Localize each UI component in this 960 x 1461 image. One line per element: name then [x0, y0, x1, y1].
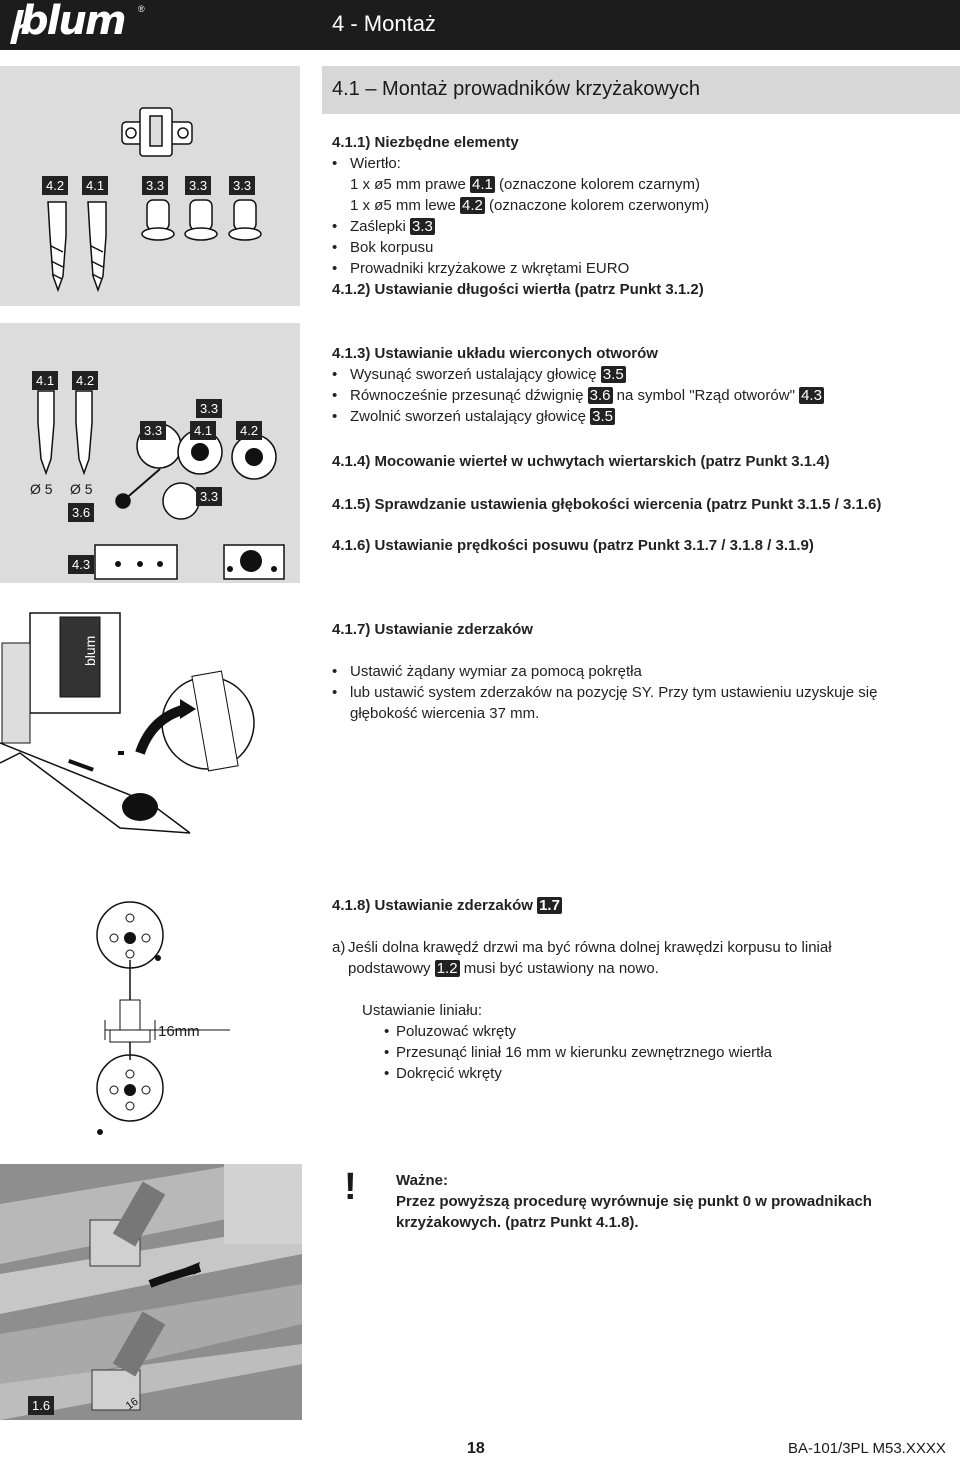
note-text: krzyżakowych. (patrz Punkt 4.1.8). [396, 1214, 639, 1231]
label-plug-3: 3.3 [229, 176, 255, 195]
list-item-continuation: głębokość wiercenia 37 mm. [350, 705, 540, 722]
section-4-1-3 [332, 343, 824, 427]
heading-4-1-7: 4.1.7) Ustawianie zderzaków [332, 621, 533, 638]
list-item-text: Ustawić żądany wymiar za pomocą pokrętła [350, 663, 642, 680]
hinge-plate-drawing [122, 108, 192, 156]
fence-rail-drawing [0, 1164, 302, 1420]
list-item: • Bok korpusu [332, 239, 434, 256]
sub-list-item-text: Przesunąć liniał 16 mm w kierunku zewnętrznego wiertła [396, 1044, 772, 1061]
line-text: 1 x ø5 mm lewe [350, 197, 461, 214]
ref-tag: 3.3 [412, 218, 433, 235]
ref-tag: 4.3 [801, 387, 822, 404]
depth-stop-drawing [0, 603, 302, 843]
label-3-3: 3.3 [196, 399, 222, 418]
diameter-label: Ø 5 [70, 481, 93, 497]
ref-tag: 3.5 [602, 366, 624, 383]
line-text: (oznaczone kolorem czarnym) [494, 176, 700, 193]
label-4-2: 4.2 [236, 421, 262, 440]
list-item-text: lub ustawić system zderzaków na pozycję SY. Przy tym ustawieniu uzyskuje się [350, 684, 878, 701]
heading-text: 4.1.8) Ustawianie zderzaków [332, 897, 538, 914]
page-number: 18 [467, 1440, 485, 1457]
heading-4-1-4: 4.1.4) Mocowanie wierteł w uchwytach wiertarskich (patrz Punkt 3.1.4) [332, 453, 830, 470]
label-plug-1: 3.3 [142, 176, 168, 195]
plug-drawing [142, 200, 261, 240]
line-text: 1 x ø5 mm prawe [350, 176, 471, 193]
list-item-text: Zaślepki [350, 218, 411, 235]
heading-4-1-6: 4.1.6) Ustawianie prędkości posuwu (patrz Punkt 3.1.7 / 3.1.8 / 3.1.9) [332, 537, 814, 554]
heading-4-1-2: 4.1.2) Ustawianie długości wiertła (patrz Punkt 3.1.2) [332, 281, 704, 298]
figure-fence-offset [90, 890, 230, 1140]
item-a-text: podstawowy [348, 960, 435, 977]
label-drill-4-1: 4.1 [32, 371, 58, 390]
list-item-text: Zwolnić sworzeń ustalający głowicę [350, 408, 591, 425]
ref-tag: 4.2 [462, 197, 483, 214]
sub-list-item: • Przesunąć liniał 16 mm w kierunku zewnętrznego wiertła [384, 1044, 772, 1061]
figure-components [0, 66, 300, 306]
list-item: • Wiertło: [332, 155, 401, 172]
document-id: BA-101/3PL M53.XXXX [788, 1440, 946, 1457]
line-text: (oznaczone kolorem czerwonym) [484, 197, 710, 214]
chapter-title [0, 0, 960, 50]
label-3-3: 3.3 [196, 487, 222, 506]
list-item-text: Prowadniki krzyżakowe z wkrętami EURO [350, 260, 630, 277]
ref-tag: 1.7 [539, 897, 560, 914]
item-a-text: Jeśli dolna krawędź drzwi ma być równa dolnej krawędzi korpusu to liniał [348, 939, 832, 956]
sub-list-item-text: Dokręcić wkręty [396, 1065, 502, 1082]
list-item: • Wysunąć sworzeń ustalający głowicę 3.5 [332, 366, 624, 383]
important-note [396, 1170, 872, 1233]
list-item-text: na symbol "Rząd otworów" [612, 387, 800, 404]
svg-text:blum: blum [82, 635, 98, 666]
drill-pattern-drawing [0, 323, 300, 583]
label-drill-4-1: 4.1 [82, 176, 108, 195]
section-title: 4.1 – Montaż prowadników krzyżakowych [332, 78, 700, 100]
item-a-continuation [332, 958, 832, 979]
warning-icon: ! [344, 1166, 357, 1208]
label-plug-2: 3.3 [185, 176, 211, 195]
list-item-text: Wysunąć sworzeń ustalający głowicę [350, 366, 601, 383]
label-4-3: 4.3 [68, 555, 94, 574]
label-drill-4-2: 4.2 [72, 371, 98, 390]
label-drill-4-2: 4.2 [42, 176, 68, 195]
list-item-text: Wiertło: [350, 155, 401, 172]
section-4-1-7 [332, 619, 877, 724]
logo-text: blum [20, 0, 125, 44]
note-text: Przez powyższą procedurę wyrównuje się punkt 0 w prowadnikach [396, 1193, 872, 1210]
heading-4-1-5: 4.1.5) Sprawdzanie ustawienia głębokości wiercenia (patrz Punkt 3.1.5 / 3.1.6) [332, 496, 882, 513]
figure-fence-rail [0, 1164, 302, 1420]
heading-4-1-8 [332, 895, 832, 916]
list-item: • lub ustawić system zderzaków na pozycję SY. Przy tym ustawieniu uzyskuje się [332, 684, 878, 701]
drill-right-drawing [88, 202, 106, 290]
fence-offset-drawing [90, 890, 230, 1140]
ref-tag: 1.2 [436, 960, 458, 977]
figure-drill-pattern [0, 323, 300, 583]
ref-tag: 3.5 [592, 408, 613, 425]
label-3-3: 3.3 [140, 421, 166, 440]
list-item: • Zwolnić sworzeń ustalający głowicę 3.5 [332, 408, 613, 425]
section-4-1-1 [332, 132, 709, 300]
logo-registered: ® [138, 4, 145, 14]
drill-left-drawing [48, 202, 66, 290]
ref-tag: 3.6 [589, 387, 611, 404]
list-item: • Zaślepki 3.3 [332, 218, 433, 235]
note-title: Ważne: [396, 1172, 448, 1189]
sub-list-item: • Dokręcić wkręty [384, 1065, 502, 1082]
section-4-1-8 [332, 895, 832, 1084]
heading-4-1-3: 4.1.3) Ustawianie układu wierconych otworów [332, 345, 658, 362]
label-3-6: 3.6 [68, 503, 94, 522]
item-a-label: a) [332, 939, 346, 956]
label-4-1: 4.1 [190, 421, 216, 440]
figure-depth-stop [0, 603, 302, 843]
heading-4-1-1: 4.1.1) Niezbędne elementy [332, 134, 519, 151]
list-item: • Równocześnie przesunąć dźwignię 3.6 na symbol "Rząd otworów" 4.3 [332, 387, 822, 404]
diameter-label: Ø 5 [30, 481, 53, 497]
label-1-6: 1.6 [28, 1396, 54, 1415]
sub-heading: Ustawianie liniału: [362, 1002, 483, 1019]
drill-left-line [332, 195, 709, 216]
dimension-label: 16 [123, 1395, 141, 1413]
list-item: • Ustawić żądany wymiar za pomocą pokrętła [332, 663, 642, 680]
chapter-title-text: 4 - Montaż [332, 11, 436, 36]
list-item: • Prowadniki krzyżakowe z wkrętami EURO [332, 260, 630, 277]
dimension-label: 16mm [158, 1023, 200, 1040]
item-a [332, 937, 832, 958]
list-item-text: Równocześnie przesunąć dźwignię [350, 387, 588, 404]
ref-tag: 4.1 [472, 176, 493, 193]
list-item-text: Bok korpusu [350, 239, 434, 256]
sub-list-item-text: Poluzować wkręty [396, 1023, 517, 1040]
drill-right-line [332, 174, 709, 195]
item-a-text: musi być ustawiony na nowo. [459, 960, 659, 977]
sub-list-item: • Poluzować wkręty [384, 1023, 517, 1040]
